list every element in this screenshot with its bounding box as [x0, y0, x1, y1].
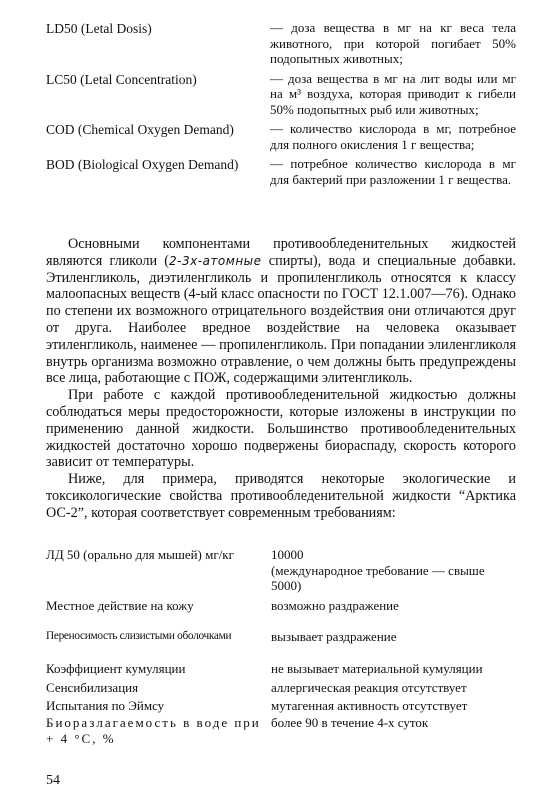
property-value: возможно раздражение [271, 597, 399, 613]
property-value: вызывает раздражение [271, 629, 397, 644]
abbreviation-term: LC50 (Letal Concentration) [46, 71, 197, 87]
abbreviation-term: BOD (Biological Oxygen Demand) [46, 157, 239, 172]
property-label: Сенсибилизация [46, 680, 139, 695]
property-value: мутагенная активность отсутствует [271, 697, 468, 713]
property-note: (международное требование — свыше 5000) [271, 562, 485, 593]
property-value: аллергическая реакция отсутствует [271, 680, 467, 695]
property-label: Испытания по Эймсу [46, 697, 165, 713]
property-row [46, 661, 516, 677]
page-number: 54 [46, 773, 60, 788]
abbreviation-row [46, 156, 516, 187]
property-row [46, 547, 516, 594]
properties-table [46, 547, 516, 750]
property-label: Коэффициент кумуляции [46, 660, 186, 676]
property-row [46, 680, 516, 696]
property-row [46, 629, 516, 645]
abbreviation-row [46, 121, 516, 152]
property-row [46, 598, 516, 614]
abbreviation-definition: — количество кислорода в мг, потребное для полного окисления 1 г вещества; [270, 121, 516, 152]
abbreviation-definition: — доза вещества в мг на лит воды или мг на м³ воздуха, которая приводит к гибели 50% подопытных рыб или животных; [270, 70, 516, 117]
abbreviation-table [46, 20, 516, 191]
handwritten-note: 2-3х-атомные [169, 253, 262, 268]
property-row [46, 715, 516, 746]
property-label: ЛД 50 (орально для мышей) мг/кг [46, 547, 234, 562]
abbreviation-term: COD (Chemical Oxygen Demand) [46, 122, 234, 137]
paragraph-glycols: Основными компонентами противообледенительных жидкостей являются гликоли (2-3х-атомные спирты), вода и специальные добавки. Этиленгликоль, диэтиленгликоль и пропиленгликоль относятся к классу малоопасных веществ (4-ый класс опасности по ГОСТ 12.1.007—76). Однако по степени их возможного отрицательного воздействия они отличаются друг от друга. Наиболее вредное воздействие на человека оказывает этиленгликоль, наименее — пропиленгликоль. При попадании элиленгликоля внутрь организма возможно отравление, о чем должны быть предупреждены все лица, работающие с ПОЖ, содержащими элитенгликоль. [46, 236, 516, 387]
property-label: Местное действие на кожу [46, 597, 194, 613]
property-value: 10000 (международное требование — свыше 5000) [271, 547, 516, 594]
abbreviation-row [46, 71, 516, 118]
property-value: более 90 в течение 4-х суток [271, 715, 429, 730]
paragraph-precautions: При работе с каждой противообледенительной жидкостью должны соблюдаться меры предосторожности, которые изложены в инструкции по применению данной жидкости. Большинство противообледенительных жидкостей достаточно хорошо подвержены биораспаду, скорость которого зависит от температуры. [46, 387, 516, 471]
abbreviation-definition: — доза вещества в мг на кг веса тела животного, при которой погибает 50% подопытных животных; [270, 20, 516, 66]
abbreviation-term: LD50 (Letal Dosis) [46, 21, 152, 36]
abbreviation-definition: — потребное количество кислорода в мг для бактерий при разложении 1 г вещества. [270, 156, 516, 187]
abbreviation-row [46, 20, 516, 67]
property-row [46, 698, 516, 714]
property-value: не вызывает материальной кумуляции [271, 660, 483, 676]
property-label: Биоразлагаемость в воде при + 4 °С, % [46, 715, 261, 746]
paragraph-example-intro: Ниже, для примера, приводятся некоторые экологические и токсикологические свойства противообледенительной жидкости “Арктика ОС-2”, которая соответствует современным требованиям: [46, 471, 516, 521]
property-label: Переносимость слизистыми оболочками [46, 630, 232, 642]
body-text [46, 236, 516, 522]
